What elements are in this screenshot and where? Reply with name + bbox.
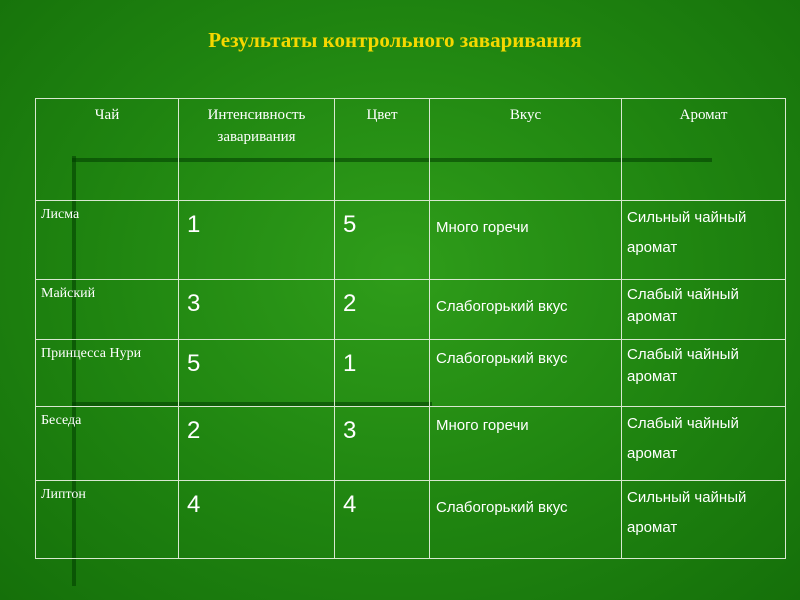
header-intensity: Интенсивность заваривания	[179, 99, 335, 201]
color-value: 3	[335, 407, 430, 480]
page-title: Результаты контрольного заваривания	[208, 28, 582, 52]
color-value: 4	[335, 480, 430, 558]
taste-value: Слабогорький вкус	[430, 340, 622, 407]
aroma-value: Слабый чайный аромат	[622, 340, 786, 407]
color-value: 2	[335, 280, 430, 340]
intensity-value: 3	[179, 280, 335, 340]
table-row	[36, 201, 786, 280]
aroma-value: Слабый чайный аромат	[622, 280, 786, 340]
table-row	[36, 480, 786, 558]
taste-value: Много горечи	[430, 407, 622, 480]
tea-name: Беседа	[36, 407, 179, 480]
aroma-value: Сильный чайный аромат	[622, 201, 786, 280]
taste-value: Слабогорький вкус	[430, 480, 622, 558]
header-color: Цвет	[335, 99, 430, 201]
tea-name: Лисма	[36, 201, 179, 280]
taste-value: Слабогорький вкус	[430, 280, 622, 340]
table-row	[36, 280, 786, 340]
header-taste: Вкус	[430, 99, 622, 201]
table-row	[36, 407, 786, 480]
header-tea: Чай	[36, 99, 179, 201]
results-table	[35, 98, 786, 559]
table-row	[36, 340, 786, 407]
color-value: 5	[335, 201, 430, 280]
table-header-row	[36, 99, 786, 201]
intensity-value: 5	[179, 340, 335, 407]
aroma-value: Слабый чайный аромат	[622, 407, 786, 480]
color-value: 1	[335, 340, 430, 407]
aroma-value: Сильный чайный аромат	[622, 480, 786, 558]
tea-name: Принцесса Нури	[36, 340, 179, 407]
header-aroma: Аромат	[622, 99, 786, 201]
intensity-value: 1	[179, 201, 335, 280]
tea-name: Липтон	[36, 480, 179, 558]
taste-value: Много горечи	[430, 201, 622, 280]
intensity-value: 2	[179, 407, 335, 480]
tea-name: Майский	[36, 280, 179, 340]
intensity-value: 4	[179, 480, 335, 558]
